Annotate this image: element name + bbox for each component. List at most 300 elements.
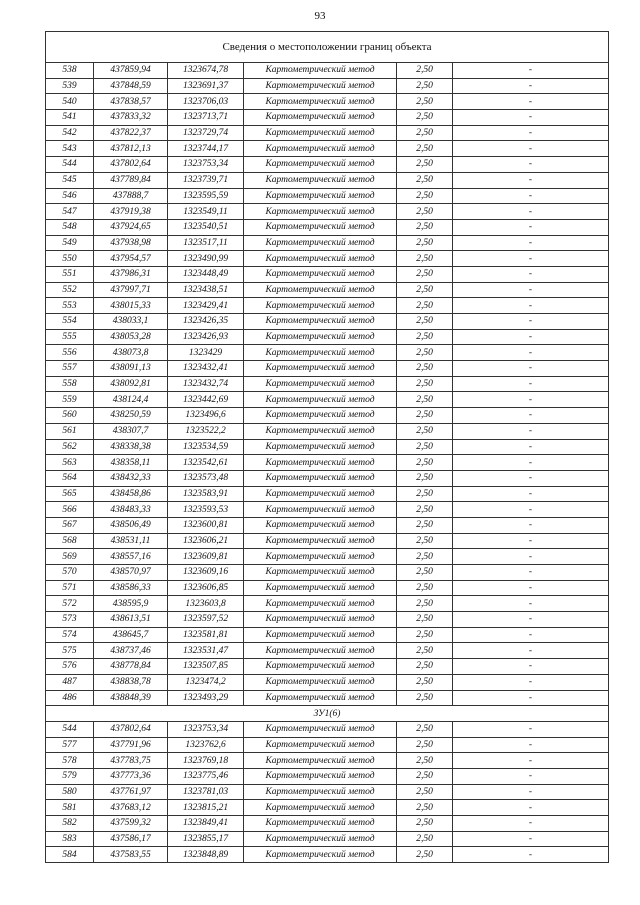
- y-coordinate-cell: 1323581,81: [168, 627, 244, 643]
- y-coordinate-cell: 1323531,47: [168, 643, 244, 659]
- table-row: [46, 251, 609, 267]
- method-cell: Картометрический метод: [244, 439, 397, 455]
- table-row: [46, 94, 609, 110]
- y-coordinate-cell: 1323549,11: [168, 204, 244, 220]
- method-cell: Картометрический метод: [244, 643, 397, 659]
- description-cell: -: [453, 455, 609, 471]
- table-row: [46, 392, 609, 408]
- table-row: [46, 690, 609, 706]
- description-cell: -: [453, 204, 609, 220]
- table-row: [46, 533, 609, 549]
- table-row: [46, 266, 609, 282]
- point-number-cell: 567: [46, 517, 94, 533]
- description-cell: -: [453, 361, 609, 377]
- x-coordinate-cell: 437783,75: [94, 753, 168, 769]
- point-number-cell: 540: [46, 94, 94, 110]
- y-coordinate-cell: 1323606,21: [168, 533, 244, 549]
- accuracy-cell: 2,50: [397, 549, 453, 565]
- y-coordinate-cell: 1323609,16: [168, 565, 244, 581]
- table-row: [46, 219, 609, 235]
- page-number: 93: [314, 10, 326, 22]
- method-cell: Картометрический метод: [244, 565, 397, 581]
- x-coordinate-cell: 438458,86: [94, 486, 168, 502]
- accuracy-cell: 2,50: [397, 768, 453, 784]
- x-coordinate-cell: 437773,36: [94, 768, 168, 784]
- x-coordinate-cell: 437822,37: [94, 125, 168, 141]
- table-row: [46, 517, 609, 533]
- x-coordinate-cell: 438338,38: [94, 439, 168, 455]
- y-coordinate-cell: 1323744,17: [168, 141, 244, 157]
- accuracy-cell: 2,50: [397, 596, 453, 612]
- point-number-cell: 553: [46, 298, 94, 314]
- point-number-cell: 569: [46, 549, 94, 565]
- method-cell: Картометрический метод: [244, 784, 397, 800]
- method-cell: Картометрический метод: [244, 423, 397, 439]
- method-cell: Картометрический метод: [244, 517, 397, 533]
- point-number-cell: 568: [46, 533, 94, 549]
- method-cell: Картометрический метод: [244, 204, 397, 220]
- point-number-cell: 584: [46, 847, 94, 863]
- table-row: [46, 612, 609, 628]
- accuracy-cell: 2,50: [397, 627, 453, 643]
- method-cell: Картометрический метод: [244, 847, 397, 863]
- method-cell: Картометрический метод: [244, 768, 397, 784]
- x-coordinate-cell: 438778,84: [94, 659, 168, 675]
- table-row: [46, 110, 609, 126]
- point-number-cell: 549: [46, 235, 94, 251]
- y-coordinate-cell: 1323583,91: [168, 486, 244, 502]
- x-coordinate-cell: 437986,31: [94, 266, 168, 282]
- y-coordinate-cell: 1323603,8: [168, 596, 244, 612]
- description-cell: -: [453, 125, 609, 141]
- y-coordinate-cell: 1323432,74: [168, 376, 244, 392]
- y-coordinate-cell: 1323595,59: [168, 188, 244, 204]
- description-cell: -: [453, 627, 609, 643]
- method-cell: Картометрический метод: [244, 580, 397, 596]
- table-row: [46, 298, 609, 314]
- x-coordinate-cell: 438358,11: [94, 455, 168, 471]
- table-row: [46, 125, 609, 141]
- method-cell: Картометрический метод: [244, 408, 397, 424]
- y-coordinate-cell: 1323848,89: [168, 847, 244, 863]
- accuracy-cell: 2,50: [397, 470, 453, 486]
- method-cell: Картометрический метод: [244, 596, 397, 612]
- x-coordinate-cell: 438250,59: [94, 408, 168, 424]
- table-row: [46, 204, 609, 220]
- table-row: [46, 737, 609, 753]
- description-cell: -: [453, 63, 609, 79]
- y-coordinate-cell: 1323739,71: [168, 172, 244, 188]
- method-cell: Картометрический метод: [244, 157, 397, 173]
- point-number-cell: 543: [46, 141, 94, 157]
- description-cell: -: [453, 612, 609, 628]
- table-row: [46, 361, 609, 377]
- y-coordinate-cell: 1323600,81: [168, 517, 244, 533]
- table-row: [46, 627, 609, 643]
- description-cell: -: [453, 486, 609, 502]
- table-row: [46, 455, 609, 471]
- accuracy-cell: 2,50: [397, 172, 453, 188]
- y-coordinate-cell: 1323769,18: [168, 753, 244, 769]
- x-coordinate-cell: 437812,13: [94, 141, 168, 157]
- point-number-cell: 573: [46, 612, 94, 628]
- description-cell: -: [453, 784, 609, 800]
- method-cell: Картометрический метод: [244, 455, 397, 471]
- table-row: [46, 78, 609, 94]
- section-label: ЗУ1(6): [46, 706, 609, 722]
- table-row: [46, 753, 609, 769]
- y-coordinate-cell: 1323691,37: [168, 78, 244, 94]
- method-cell: Картометрический метод: [244, 172, 397, 188]
- x-coordinate-cell: 438307,7: [94, 423, 168, 439]
- x-coordinate-cell: 437938,98: [94, 235, 168, 251]
- x-coordinate-cell: 438092,81: [94, 376, 168, 392]
- table-row: [46, 235, 609, 251]
- x-coordinate-cell: 438557,16: [94, 549, 168, 565]
- accuracy-cell: 2,50: [397, 125, 453, 141]
- description-cell: -: [453, 110, 609, 126]
- x-coordinate-cell: 438838,78: [94, 674, 168, 690]
- y-coordinate-cell: 1323432,41: [168, 361, 244, 377]
- y-coordinate-cell: 1323775,46: [168, 768, 244, 784]
- point-number-cell: 544: [46, 721, 94, 737]
- y-coordinate-cell: 1323713,71: [168, 110, 244, 126]
- x-coordinate-cell: 437919,38: [94, 204, 168, 220]
- y-coordinate-cell: 1323855,17: [168, 831, 244, 847]
- method-cell: Картометрический метод: [244, 690, 397, 706]
- y-coordinate-cell: 1323522,2: [168, 423, 244, 439]
- y-coordinate-cell: 1323781,03: [168, 784, 244, 800]
- accuracy-cell: 2,50: [397, 517, 453, 533]
- x-coordinate-cell: 437583,55: [94, 847, 168, 863]
- x-coordinate-cell: 438570,97: [94, 565, 168, 581]
- description-cell: -: [453, 423, 609, 439]
- description-cell: -: [453, 533, 609, 549]
- accuracy-cell: 2,50: [397, 204, 453, 220]
- table-row: [46, 486, 609, 502]
- description-cell: -: [453, 298, 609, 314]
- x-coordinate-cell: 437761,97: [94, 784, 168, 800]
- accuracy-cell: 2,50: [397, 376, 453, 392]
- point-number-cell: 583: [46, 831, 94, 847]
- description-cell: -: [453, 219, 609, 235]
- point-number-cell: 576: [46, 659, 94, 675]
- description-cell: -: [453, 816, 609, 832]
- x-coordinate-cell: 438053,28: [94, 329, 168, 345]
- accuracy-cell: 2,50: [397, 721, 453, 737]
- accuracy-cell: 2,50: [397, 674, 453, 690]
- x-coordinate-cell: 438613,51: [94, 612, 168, 628]
- y-coordinate-cell: 1323426,93: [168, 329, 244, 345]
- method-cell: Картометрический метод: [244, 345, 397, 361]
- table-row: [46, 502, 609, 518]
- accuracy-cell: 2,50: [397, 612, 453, 628]
- description-cell: -: [453, 392, 609, 408]
- x-coordinate-cell: 438091,13: [94, 361, 168, 377]
- accuracy-cell: 2,50: [397, 408, 453, 424]
- point-number-cell: 561: [46, 423, 94, 439]
- description-cell: -: [453, 690, 609, 706]
- y-coordinate-cell: 1323426,35: [168, 314, 244, 330]
- y-coordinate-cell: 1323517,11: [168, 235, 244, 251]
- accuracy-cell: 2,50: [397, 580, 453, 596]
- table-row: [46, 674, 609, 690]
- description-cell: -: [453, 188, 609, 204]
- accuracy-cell: 2,50: [397, 659, 453, 675]
- accuracy-cell: 2,50: [397, 329, 453, 345]
- x-coordinate-cell: 438483,33: [94, 502, 168, 518]
- point-number-cell: 581: [46, 800, 94, 816]
- point-number-cell: 574: [46, 627, 94, 643]
- x-coordinate-cell: 438531,11: [94, 533, 168, 549]
- method-cell: Картометрический метод: [244, 282, 397, 298]
- point-number-cell: 538: [46, 63, 94, 79]
- description-cell: -: [453, 596, 609, 612]
- accuracy-cell: 2,50: [397, 110, 453, 126]
- y-coordinate-cell: 1323448,49: [168, 266, 244, 282]
- table-row: [46, 345, 609, 361]
- point-number-cell: 570: [46, 565, 94, 581]
- description-cell: -: [453, 674, 609, 690]
- description-cell: -: [453, 800, 609, 816]
- accuracy-cell: 2,50: [397, 157, 453, 173]
- method-cell: Картометрический метод: [244, 627, 397, 643]
- method-cell: Картометрический метод: [244, 94, 397, 110]
- y-coordinate-cell: 1323540,51: [168, 219, 244, 235]
- x-coordinate-cell: 437802,64: [94, 157, 168, 173]
- point-number-cell: 575: [46, 643, 94, 659]
- accuracy-cell: 2,50: [397, 282, 453, 298]
- method-cell: Картометрический метод: [244, 392, 397, 408]
- y-coordinate-cell: 1323573,48: [168, 470, 244, 486]
- x-coordinate-cell: 438015,33: [94, 298, 168, 314]
- y-coordinate-cell: 1323542,61: [168, 455, 244, 471]
- description-cell: -: [453, 376, 609, 392]
- accuracy-cell: 2,50: [397, 831, 453, 847]
- point-number-cell: 560: [46, 408, 94, 424]
- table-row: [46, 423, 609, 439]
- accuracy-cell: 2,50: [397, 800, 453, 816]
- point-number-cell: 550: [46, 251, 94, 267]
- method-cell: Картометрический метод: [244, 251, 397, 267]
- description-cell: -: [453, 408, 609, 424]
- point-number-cell: 571: [46, 580, 94, 596]
- y-coordinate-cell: 1323849,41: [168, 816, 244, 832]
- description-cell: -: [453, 737, 609, 753]
- method-cell: Картометрический метод: [244, 361, 397, 377]
- x-coordinate-cell: 437838,57: [94, 94, 168, 110]
- table-row: [46, 470, 609, 486]
- y-coordinate-cell: 1323674,78: [168, 63, 244, 79]
- x-coordinate-cell: 437833,32: [94, 110, 168, 126]
- point-number-cell: 579: [46, 768, 94, 784]
- point-number-cell: 546: [46, 188, 94, 204]
- description-cell: -: [453, 439, 609, 455]
- accuracy-cell: 2,50: [397, 643, 453, 659]
- accuracy-cell: 2,50: [397, 565, 453, 581]
- point-number-cell: 562: [46, 439, 94, 455]
- point-number-cell: 486: [46, 690, 94, 706]
- method-cell: Картометрический метод: [244, 110, 397, 126]
- table-row: [46, 721, 609, 737]
- table-row: [46, 63, 609, 79]
- method-cell: Картометрический метод: [244, 753, 397, 769]
- y-coordinate-cell: 1323815,21: [168, 800, 244, 816]
- accuracy-cell: 2,50: [397, 486, 453, 502]
- description-cell: -: [453, 235, 609, 251]
- method-cell: Картометрический метод: [244, 78, 397, 94]
- x-coordinate-cell: 437802,64: [94, 721, 168, 737]
- table-row: [46, 596, 609, 612]
- section-row: [46, 706, 609, 722]
- description-cell: -: [453, 517, 609, 533]
- description-cell: -: [453, 157, 609, 173]
- point-number-cell: 572: [46, 596, 94, 612]
- method-cell: Картометрический метод: [244, 721, 397, 737]
- method-cell: Картометрический метод: [244, 674, 397, 690]
- description-cell: -: [453, 565, 609, 581]
- description-cell: -: [453, 847, 609, 863]
- point-number-cell: 558: [46, 376, 94, 392]
- x-coordinate-cell: 438033,1: [94, 314, 168, 330]
- point-number-cell: 566: [46, 502, 94, 518]
- method-cell: Картометрический метод: [244, 141, 397, 157]
- point-number-cell: 545: [46, 172, 94, 188]
- accuracy-cell: 2,50: [397, 439, 453, 455]
- x-coordinate-cell: 438124,4: [94, 392, 168, 408]
- x-coordinate-cell: 438586,33: [94, 580, 168, 596]
- point-number-cell: 554: [46, 314, 94, 330]
- description-cell: -: [453, 643, 609, 659]
- point-number-cell: 556: [46, 345, 94, 361]
- method-cell: Картометрический метод: [244, 486, 397, 502]
- x-coordinate-cell: 437848,59: [94, 78, 168, 94]
- accuracy-cell: 2,50: [397, 502, 453, 518]
- y-coordinate-cell: 1323762,6: [168, 737, 244, 753]
- y-coordinate-cell: 1323474,2: [168, 674, 244, 690]
- y-coordinate-cell: 1323597,52: [168, 612, 244, 628]
- description-cell: -: [453, 580, 609, 596]
- table-row: [46, 565, 609, 581]
- accuracy-cell: 2,50: [397, 784, 453, 800]
- point-number-cell: 548: [46, 219, 94, 235]
- x-coordinate-cell: 438848,39: [94, 690, 168, 706]
- accuracy-cell: 2,50: [397, 847, 453, 863]
- x-coordinate-cell: 437997,71: [94, 282, 168, 298]
- point-number-cell: 551: [46, 266, 94, 282]
- description-cell: -: [453, 831, 609, 847]
- accuracy-cell: 2,50: [397, 816, 453, 832]
- table-row: [46, 314, 609, 330]
- point-number-cell: 559: [46, 392, 94, 408]
- method-cell: Картометрический метод: [244, 659, 397, 675]
- accuracy-cell: 2,50: [397, 737, 453, 753]
- table-header: Сведения о местоположении границ объекта: [46, 32, 609, 63]
- y-coordinate-cell: 1323507,85: [168, 659, 244, 675]
- table-row: [46, 408, 609, 424]
- point-number-cell: 544: [46, 157, 94, 173]
- method-cell: Картометрический метод: [244, 235, 397, 251]
- table-row: [46, 329, 609, 345]
- description-cell: -: [453, 721, 609, 737]
- y-coordinate-cell: 1323496,6: [168, 408, 244, 424]
- method-cell: Картометрический метод: [244, 800, 397, 816]
- point-number-cell: 541: [46, 110, 94, 126]
- point-number-cell: 578: [46, 753, 94, 769]
- y-coordinate-cell: 1323442,69: [168, 392, 244, 408]
- point-number-cell: 563: [46, 455, 94, 471]
- accuracy-cell: 2,50: [397, 219, 453, 235]
- y-coordinate-cell: 1323609,81: [168, 549, 244, 565]
- method-cell: Картометрический метод: [244, 533, 397, 549]
- accuracy-cell: 2,50: [397, 423, 453, 439]
- boundary-table: [45, 31, 609, 863]
- table-row: [46, 831, 609, 847]
- accuracy-cell: 2,50: [397, 63, 453, 79]
- y-coordinate-cell: 1323438,51: [168, 282, 244, 298]
- point-number-cell: 557: [46, 361, 94, 377]
- y-coordinate-cell: 1323606,85: [168, 580, 244, 596]
- point-number-cell: 577: [46, 737, 94, 753]
- description-cell: -: [453, 78, 609, 94]
- x-coordinate-cell: 437888,7: [94, 188, 168, 204]
- point-number-cell: 547: [46, 204, 94, 220]
- x-coordinate-cell: 438645,7: [94, 627, 168, 643]
- description-cell: -: [453, 251, 609, 267]
- point-number-cell: 487: [46, 674, 94, 690]
- x-coordinate-cell: 438432,33: [94, 470, 168, 486]
- point-number-cell: 580: [46, 784, 94, 800]
- point-number-cell: 552: [46, 282, 94, 298]
- y-coordinate-cell: 1323534,59: [168, 439, 244, 455]
- method-cell: Картометрический метод: [244, 502, 397, 518]
- y-coordinate-cell: 1323753,34: [168, 157, 244, 173]
- y-coordinate-cell: 1323729,74: [168, 125, 244, 141]
- accuracy-cell: 2,50: [397, 298, 453, 314]
- description-cell: -: [453, 94, 609, 110]
- table-row: [46, 847, 609, 863]
- method-cell: Картометрический метод: [244, 470, 397, 486]
- description-cell: -: [453, 502, 609, 518]
- table-row: [46, 800, 609, 816]
- point-number-cell: 539: [46, 78, 94, 94]
- table-row: [46, 580, 609, 596]
- accuracy-cell: 2,50: [397, 533, 453, 549]
- description-cell: -: [453, 753, 609, 769]
- y-coordinate-cell: 1323753,34: [168, 721, 244, 737]
- method-cell: Картометрический метод: [244, 266, 397, 282]
- table-row: [46, 439, 609, 455]
- x-coordinate-cell: 438737,46: [94, 643, 168, 659]
- table-row: [46, 157, 609, 173]
- method-cell: Картометрический метод: [244, 376, 397, 392]
- table-header-row: [46, 32, 609, 63]
- point-number-cell: 564: [46, 470, 94, 486]
- point-number-cell: 542: [46, 125, 94, 141]
- accuracy-cell: 2,50: [397, 345, 453, 361]
- accuracy-cell: 2,50: [397, 690, 453, 706]
- method-cell: Картометрический метод: [244, 188, 397, 204]
- accuracy-cell: 2,50: [397, 392, 453, 408]
- method-cell: Картометрический метод: [244, 298, 397, 314]
- table-row: [46, 816, 609, 832]
- x-coordinate-cell: 438073,8: [94, 345, 168, 361]
- description-cell: -: [453, 282, 609, 298]
- table-row: [46, 549, 609, 565]
- table-row: [46, 643, 609, 659]
- x-coordinate-cell: 438506,49: [94, 517, 168, 533]
- point-number-cell: 582: [46, 816, 94, 832]
